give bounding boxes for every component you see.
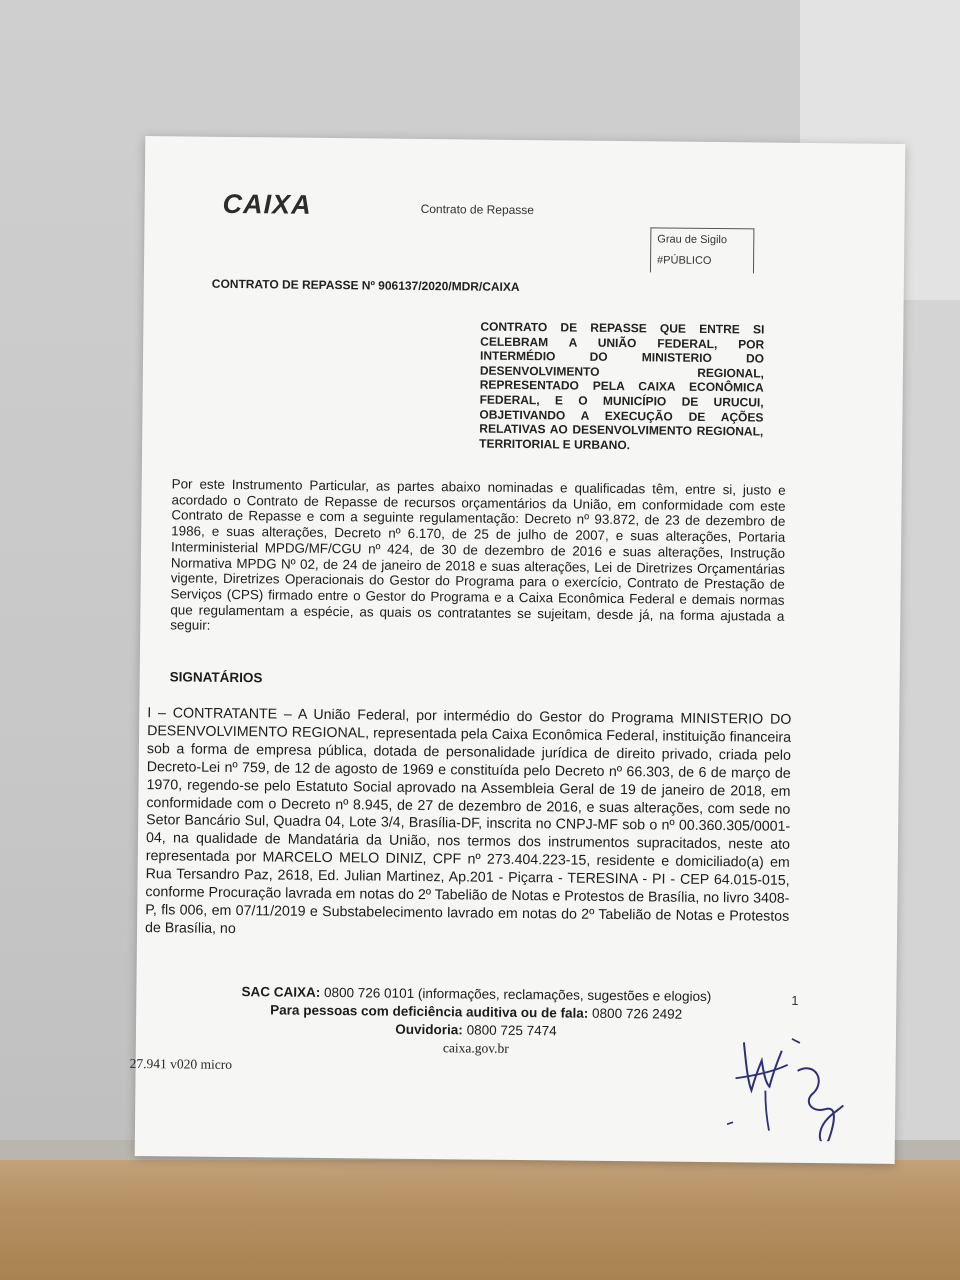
form-code: 27.941 v020 micro (129, 1055, 233, 1073)
page-number: 1 (791, 992, 799, 1008)
sac-label: SAC CAIXA: (241, 984, 321, 1000)
page-footer (196, 983, 757, 1061)
ouvidoria-text: 0800 725 7474 (466, 1022, 557, 1039)
intro-paragraph: Por este Instrumento Particular, as partes abaixo nominadas e qualificadas têm, entre si, justo e acordado o Contrato de Repasse de recursos orçamentários da União, em conformidade com este Contrato de Repasse e com a seguinte regulamentação: Decreto nº 93.872, de 23 de dezembro de 1986, e suas alterações, Decreto nº 6.170, de 25 de julho de 2007, e suas alterações, Portaria Interministerial MPDG/MF/CGU nº 424, de 30 de dezembro de 2016 e suas alterações, Instrução Normativa MPDG Nº 02, de 24 de janeiro de 2018 e suas alterações, Lei de Diretrizes Orçamentárias vigente, Diretrizes Operacionais do Gestor do Programa para o exercício, Contrato de Prestação de Serviços (CPS) firmado entre o Gestor do Programa e a Caixa Econômica Federal e demais normas que regulamentam a espécie, as quais os contratantes se sujeitam, desde já, na forma ajustada a seguir: (170, 476, 786, 634)
wooden-floor (0, 1160, 960, 1280)
sac-text: 0800 726 0101 (informações, reclamações, sugestões e elogios) (323, 984, 712, 1005)
signatories-heading: SIGNATÁRIOS (169, 669, 263, 686)
confidentiality-label: Grau de Sigilo (657, 233, 728, 247)
handwritten-initials (725, 1020, 866, 1141)
contract-page (129, 136, 906, 1164)
contract-number: CONTRATO DE REPASSE Nº 906137/2020/MDR/CAIXA (211, 276, 520, 294)
caixa-logo: CAIXA (222, 188, 312, 220)
document-type-label: Contrato de Repasse (420, 201, 535, 218)
contract-summary: CONTRATO DE REPASSE QUE ENTRE SI CELEBRAM A UNIÃO FEDERAL, POR INTERMÉDIO DO MINISTERIO DO DESENVOLVIMENTO REGIONAL, REPRESENTADO PELA CAIXA ECONÔMICA FEDERAL, E O MUNICÍPIO DE URUCUI, OBJETIVANDO A EXECUÇÃO DE AÇÕES RELATIVAS AO DESENVOLVIMENTO REGIONAL, TERRITORIAL E URBANO. (479, 319, 765, 452)
confidentiality-value: #PÚBLICO (657, 254, 712, 267)
accessibility-label: Para pessoas com deficiência auditiva ou de fala: (270, 1002, 589, 1021)
contratante-paragraph: I – CONTRATANTE – A União Federal, por intermédio do Gestor do Programa MINISTERIO DO DESENVOLVIMENTO REGIONAL, representada pela Caixa Econômica Federal, instituição financeira sob a forma de empresa pública, dotada de personalidade jurídica de direito privado, criada pelo Decreto-Lei nº 759, de 12 de agosto de 1969 e constituída pelo Decreto nº 66.303, de 6 de março de 1970, regendo-se pelo Estatuto Social aprovado na Assembleia Geral de 19 de janeiro de 2018, em conformidade com o Decreto nº 8.945, de 27 de dezembro de 2016, e suas alterações, com sede no Setor Bancário Sul, Quadra 04, Lote 3/4, Brasília-DF, inscrita no CNPJ-MF sob o nº 00.360.305/0001-04, na qualidade de Mandatária da União, nos termos dos instrumentos supracitados, neste ato representada por MARCELO MELO DINIZ, CPF nº 273.404.223-15, residente e domiciliado(a) em Rua Tersandro Paz, 2618, Ed. Julian Martinez, Ap.201 - Piçarra - TERESINA - PI - CEP 64.015-015, conforme Procuração lavrada em notas do 2º Tabelião de Notas e Protestos de Brasília, no livro 3408-P, fls 006, em 07/11/2019 e Substabelecimento lavrado em notas do 2º Tabelião de Notas e Protestos de Brasília, no (144, 705, 792, 937)
confidentiality-box (650, 227, 754, 273)
website: caixa.gov.br (442, 1040, 509, 1056)
ouvidoria-label: Ouvidoria: (395, 1021, 463, 1038)
accessibility-text: 0800 726 2492 (592, 1005, 683, 1022)
